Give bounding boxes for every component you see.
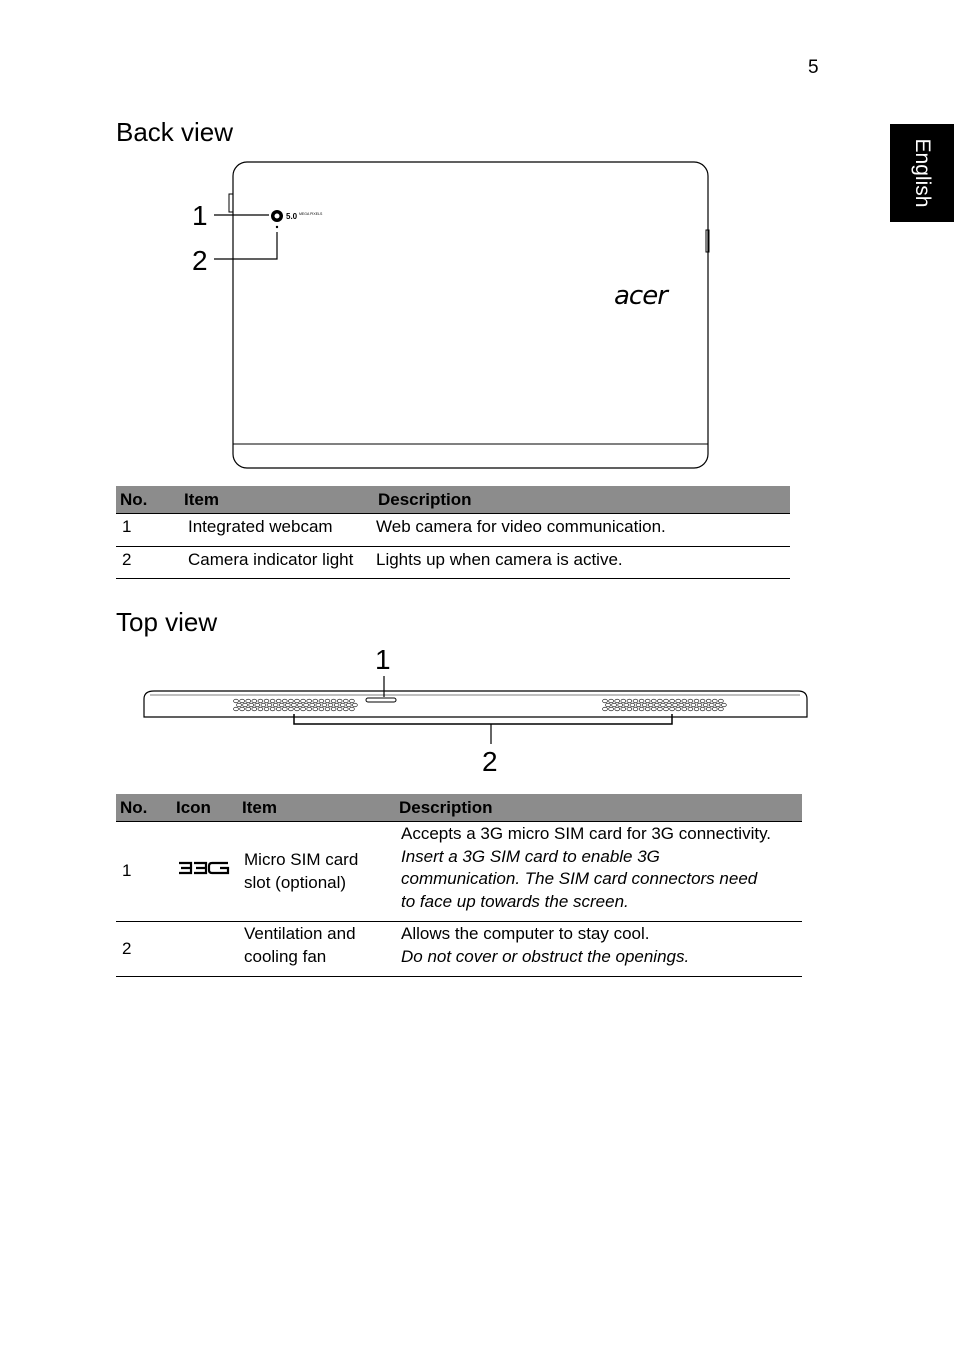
vent-hole — [270, 707, 275, 711]
header-description: Description — [374, 486, 790, 514]
vent-hole — [697, 703, 702, 707]
vent-hole — [688, 707, 693, 711]
vent-hole — [639, 707, 644, 711]
table-row — [116, 822, 802, 922]
vent-hole — [328, 703, 333, 707]
vent-hole — [334, 703, 339, 707]
vent-hole — [664, 707, 669, 711]
vent-hole — [295, 699, 300, 703]
camera-icon — [271, 210, 283, 222]
vent-hole — [621, 699, 626, 703]
vent-hole — [301, 699, 306, 703]
vent-hole — [676, 699, 681, 703]
vent-hole — [313, 707, 318, 711]
vent-left — [234, 699, 358, 711]
vent-hole — [258, 699, 263, 703]
cell-icon — [172, 922, 238, 977]
vent-hole — [633, 699, 638, 703]
vent-hole — [282, 699, 287, 703]
vent-hole — [682, 699, 687, 703]
vent-hole — [627, 707, 632, 711]
vent-hole — [722, 703, 727, 707]
camera-megapixel-sublabel: MEGA PIXELS — [299, 212, 323, 216]
vent-hole — [289, 707, 294, 711]
vent-right — [603, 699, 727, 711]
header-no: No. — [116, 486, 180, 514]
vent-hole — [627, 699, 632, 703]
header-icon: Icon — [172, 794, 238, 822]
vent-hole — [670, 707, 675, 711]
cell-item — [238, 922, 395, 977]
vent-hole — [264, 707, 269, 711]
vent-hole — [350, 707, 355, 711]
vent-hole — [273, 703, 278, 707]
vent-hole — [609, 707, 614, 711]
vent-hole — [258, 707, 263, 711]
vent-hole — [664, 699, 669, 703]
top-view-table — [116, 794, 802, 977]
page-number: 5 — [808, 57, 819, 78]
camera-megapixel-label: 5.0 — [286, 212, 298, 221]
cell-item: Integrated webcam — [180, 514, 374, 547]
vent-hole — [703, 703, 708, 707]
vent-hole — [712, 699, 717, 703]
vent-hole — [712, 707, 717, 711]
vent-hole — [685, 703, 690, 707]
description-text: Accepts a 3G micro SIM card for 3G connectivity. — [401, 824, 772, 843]
vent-hole — [700, 707, 705, 711]
vent-hole — [331, 699, 336, 703]
vent-hole — [261, 703, 266, 707]
vent-hole — [252, 699, 257, 703]
header-item: Item — [238, 794, 395, 822]
vent-hole — [651, 707, 656, 711]
description-note: Insert a 3G SIM card to enable 3G — [401, 846, 660, 866]
vent-hole — [719, 707, 724, 711]
vent-hole — [340, 703, 345, 707]
vent-hole — [279, 703, 284, 707]
vent-hole — [706, 707, 711, 711]
vent-hole — [282, 707, 287, 711]
header-item: Item — [180, 486, 374, 514]
cell-item: Camera indicator light — [180, 546, 374, 579]
table-row — [116, 922, 802, 977]
vent-hole — [343, 699, 348, 703]
vent-hole — [319, 699, 324, 703]
vent-hole — [676, 707, 681, 711]
vent-hole — [246, 699, 251, 703]
vent-hole — [325, 699, 330, 703]
vent-hole — [682, 707, 687, 711]
vent-hole — [252, 707, 257, 711]
vent-hole — [639, 699, 644, 703]
vent-hole — [285, 703, 290, 707]
vent-hole — [667, 703, 672, 707]
vent-hole — [353, 703, 358, 707]
cell-no: 2 — [116, 546, 180, 579]
vent-hole — [648, 703, 653, 707]
vent-hole — [316, 703, 321, 707]
cell-description — [395, 822, 802, 922]
item-line: slot (optional) — [244, 872, 347, 892]
back-view-title: Back view — [116, 117, 234, 147]
vent-hole — [642, 703, 647, 707]
camera-indicator-light — [276, 226, 278, 228]
callout-1: 1 — [375, 644, 391, 675]
cell-icon — [172, 822, 238, 922]
vent-hole — [343, 707, 348, 711]
vent-hole — [603, 707, 608, 711]
item-line: Ventilation and — [244, 924, 356, 943]
cell-item — [238, 822, 395, 922]
vent-hole — [621, 707, 626, 711]
vent-hole — [237, 703, 242, 707]
callout-2: 2 — [482, 746, 498, 777]
vent-hole — [618, 703, 623, 707]
vent-hole — [243, 703, 248, 707]
vent-hole — [270, 699, 275, 703]
vent-hole — [624, 703, 629, 707]
vent-hole — [673, 703, 678, 707]
vent-hole — [615, 699, 620, 703]
table-row — [116, 514, 790, 547]
description-note: Do not cover or obstruct the openings. — [401, 946, 690, 966]
vent-hole — [691, 703, 696, 707]
vent-hole — [322, 703, 327, 707]
cell-no: 1 — [116, 514, 180, 547]
vent-hole — [234, 707, 239, 711]
callout-1: 1 — [192, 200, 208, 231]
cell-no: 1 — [116, 822, 172, 922]
vent-hole — [234, 699, 239, 703]
vent-hole — [709, 703, 714, 707]
vent-hole — [276, 699, 281, 703]
header-description: Description — [395, 794, 802, 822]
vent-hole — [651, 699, 656, 703]
vent-hole — [255, 703, 260, 707]
vent-hole — [661, 703, 666, 707]
cell-description: Lights up when camera is active. — [374, 546, 790, 579]
vent-hole — [654, 703, 659, 707]
vent-hole — [295, 707, 300, 711]
vent-hole — [307, 707, 312, 711]
language-tab-label: English — [911, 138, 934, 208]
cell-description — [395, 922, 802, 977]
vent-hole — [645, 707, 650, 711]
3g-icon — [178, 860, 230, 876]
vent-hole — [609, 699, 614, 703]
top-view-title: Top view — [116, 607, 218, 637]
sim-slot — [366, 698, 396, 702]
vent-hole — [267, 703, 272, 707]
vent-hole — [249, 703, 254, 707]
back-view-diagram — [180, 150, 740, 480]
callout-2: 2 — [192, 245, 208, 276]
vent-hole — [688, 699, 693, 703]
vent-hole — [292, 703, 297, 707]
header-no: No. — [116, 794, 172, 822]
vent-hole — [240, 699, 245, 703]
vent-hole — [633, 707, 638, 711]
vent-hole — [670, 699, 675, 703]
vent-hole — [337, 707, 342, 711]
description-note: communication. The SIM card connectors need — [401, 869, 758, 888]
vent-hole — [706, 699, 711, 703]
vent-hole — [658, 707, 663, 711]
vent-hole — [289, 699, 294, 703]
vent-hole — [715, 703, 720, 707]
vent-hole — [694, 707, 699, 711]
vent-hole — [658, 699, 663, 703]
vent-hole — [301, 707, 306, 711]
vent-hole — [346, 703, 351, 707]
item-line: cooling fan — [244, 946, 327, 966]
vent-hole — [331, 707, 336, 711]
vent-hole — [603, 699, 608, 703]
vent-hole — [606, 703, 611, 707]
vent-hole — [719, 699, 724, 703]
acer-logo: acer — [614, 281, 667, 311]
top-view-diagram — [140, 640, 812, 780]
vent-hole — [298, 703, 303, 707]
vent-hole — [313, 699, 318, 703]
vent-hole — [694, 699, 699, 703]
vent-hole — [307, 699, 312, 703]
vent-hole — [630, 703, 635, 707]
vent-hole — [645, 699, 650, 703]
cell-description: Web camera for video communication. — [374, 514, 790, 547]
vent-hole — [319, 707, 324, 711]
vent-hole — [700, 699, 705, 703]
description-note: to face up towards the screen. — [401, 891, 629, 911]
vent-hole — [304, 703, 309, 707]
cell-no: 2 — [116, 922, 172, 977]
language-tab — [890, 124, 954, 222]
vent-hole — [615, 707, 620, 711]
vent-hole — [246, 707, 251, 711]
vent-hole — [264, 699, 269, 703]
vent-hole — [612, 703, 617, 707]
vent-hole — [350, 699, 355, 703]
vent-hole — [337, 699, 342, 703]
vent-hole — [679, 703, 684, 707]
vent-hole — [325, 707, 330, 711]
vent-hole — [276, 707, 281, 711]
back-view-table — [116, 486, 790, 579]
table-row — [116, 546, 790, 579]
vent-hole — [636, 703, 641, 707]
item-line: Micro SIM card — [244, 850, 359, 869]
vent-hole — [310, 703, 315, 707]
vent-hole — [240, 707, 245, 711]
description-text: Allows the computer to stay cool. — [401, 924, 650, 943]
